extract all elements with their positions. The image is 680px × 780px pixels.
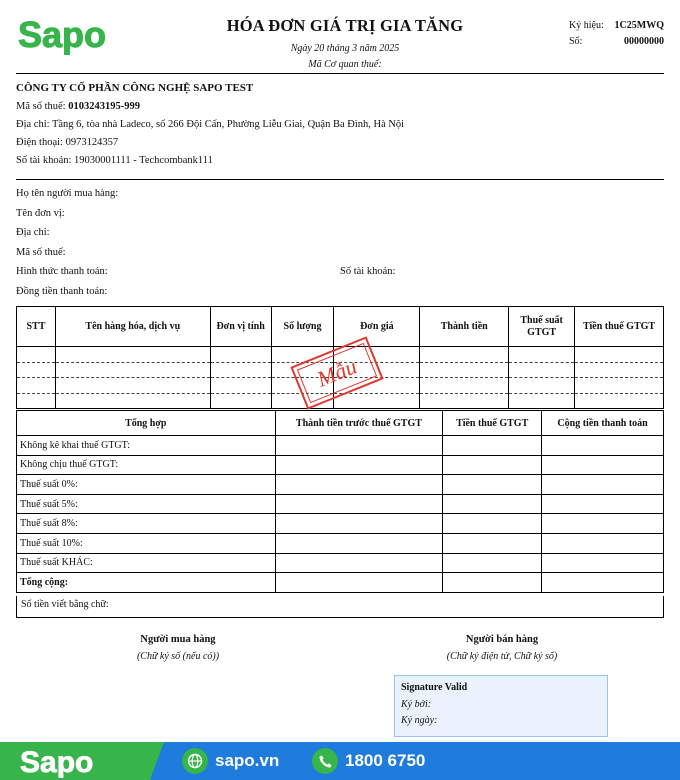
summary-row-label: Thuế suất 5%:	[17, 494, 276, 514]
number-value: 00000000	[624, 36, 664, 47]
hotline-text: 1800 6750	[345, 751, 426, 770]
sample-stamp-text: Mẫu	[313, 353, 361, 392]
sapo-logo	[16, 12, 116, 56]
invoice-date: Ngày 20 tháng 3 năm 2025	[290, 43, 400, 54]
footer-website[interactable]	[182, 742, 279, 780]
website-text: sapo.vn	[215, 751, 280, 770]
symbol-label: Ký hiệu:	[569, 20, 604, 31]
divider-top	[16, 73, 664, 74]
seller-tax-value: 0103243195-999	[68, 101, 140, 112]
col-price: Đơn giá	[334, 307, 420, 347]
sum-col-pre-tax: Thành tiền trước thuế GTGT	[275, 411, 443, 436]
table-row	[17, 553, 664, 573]
summary-row-label: Thuế suất 0%:	[17, 475, 276, 495]
footer-banner	[0, 742, 680, 780]
seller-name: CÔNG TY CỔ PHẦN CÔNG NGHỆ SAPO TEST	[16, 82, 254, 94]
col-unit: Đơn vị tính	[210, 307, 271, 347]
globe-icon	[182, 748, 208, 774]
seller-tax	[16, 101, 664, 112]
symbol-value: 1C25MWQ	[614, 20, 664, 31]
sum-col-total: Cộng tiền thanh toán	[542, 411, 664, 436]
buyer-name: Họ tên người mua hàng:	[16, 188, 119, 199]
signed-by: Ký bởi:	[401, 699, 432, 710]
summary-row-label: Thuế suất 10%:	[17, 533, 276, 553]
buyer-signature	[78, 634, 278, 662]
table-row	[17, 533, 664, 553]
signature-valid-title: Signature Valid	[401, 682, 468, 693]
summary-total-row	[17, 573, 664, 593]
phone-icon	[312, 748, 338, 774]
invoice-title-block	[190, 16, 500, 70]
col-name: Tên hàng hóa, dịch vụ	[55, 307, 210, 347]
seller-address: Địa chỉ: Tầng 6, tòa nhà Ladeco, số 266 Đội Cấn, Phường Liễu Giai, Quận Ba Đình, Hà Nội	[16, 119, 405, 130]
summary-total-label: Tổng cộng:	[17, 573, 276, 593]
summary-row-label: Thuế suất KHÁC:	[17, 553, 276, 573]
invoice-title: HÓA ĐƠN GIÁ TRỊ GIA TĂNG	[226, 16, 464, 35]
seller-phone: Điện thoại: 0973124357	[16, 137, 119, 148]
col-stt: STT	[17, 307, 56, 347]
summary-header-row	[17, 411, 664, 436]
seller-hint: (Chữ ký điện tử, Chữ ký số)	[446, 651, 558, 662]
sapo-logo-text: Sapo	[18, 14, 107, 55]
signature-valid-box	[394, 675, 608, 737]
col-vat-amount: Tiền thuế GTGT	[575, 307, 664, 347]
divider-seller	[16, 179, 664, 180]
buyer-role: Người mua hàng	[140, 634, 216, 645]
amount-in-words: Số tiền viết bằng chữ:	[16, 596, 664, 618]
seller-signature	[402, 634, 602, 662]
sum-col-tax: Tiền thuế GTGT	[443, 411, 542, 436]
seller-tax-label: Mã số thuế:	[16, 101, 66, 112]
footer-hotline[interactable]	[312, 742, 425, 780]
footer-sapo-logo	[18, 744, 128, 778]
summary-table	[16, 410, 664, 593]
signed-date: Ký ngày:	[401, 715, 438, 726]
invoice-serial	[569, 20, 664, 52]
col-amount: Thành tiền	[420, 307, 509, 347]
footer-logo-text: Sapo	[20, 746, 94, 778]
sum-col-group: Tổng hợp	[17, 411, 276, 436]
table-row	[17, 514, 664, 534]
buyer-address: Địa chỉ:	[16, 227, 50, 239]
buyer-hint: (Chữ ký số (nếu có))	[136, 651, 220, 662]
buyer-currency: Đồng tiền thanh toán:	[16, 285, 108, 297]
col-qty: Số lượng	[271, 307, 334, 347]
summary-row-label: Không kê khai thuế GTGT:	[17, 436, 276, 456]
buyer-unit: Tên đơn vị:	[16, 207, 65, 219]
col-vat-rate: Thuế suất GTGT	[509, 307, 575, 347]
buyer-info	[16, 188, 664, 306]
seller-account: Số tài khoản: 19030001111 - Techcombank111	[16, 155, 213, 166]
buyer-tax: Mã số thuế:	[16, 246, 66, 258]
buyer-payment-row	[16, 266, 664, 286]
summary-row-label: Thuế suất 8%:	[17, 514, 276, 534]
table-row	[17, 455, 664, 475]
seller-role: Người bán hàng	[465, 634, 539, 645]
seller-info	[16, 82, 664, 173]
table-row	[17, 436, 664, 456]
summary-row-label: Không chịu thuế GTGT:	[17, 455, 276, 475]
buyer-account: Số tài khoản:	[340, 266, 396, 278]
table-row	[17, 475, 664, 495]
tax-authority-code: Mã Cơ quan thuế:	[308, 59, 382, 70]
items-header-row	[17, 307, 664, 347]
buyer-payment: Hình thức thanh toán:	[16, 266, 108, 278]
table-row	[17, 494, 664, 514]
number-label: Số:	[569, 36, 583, 47]
